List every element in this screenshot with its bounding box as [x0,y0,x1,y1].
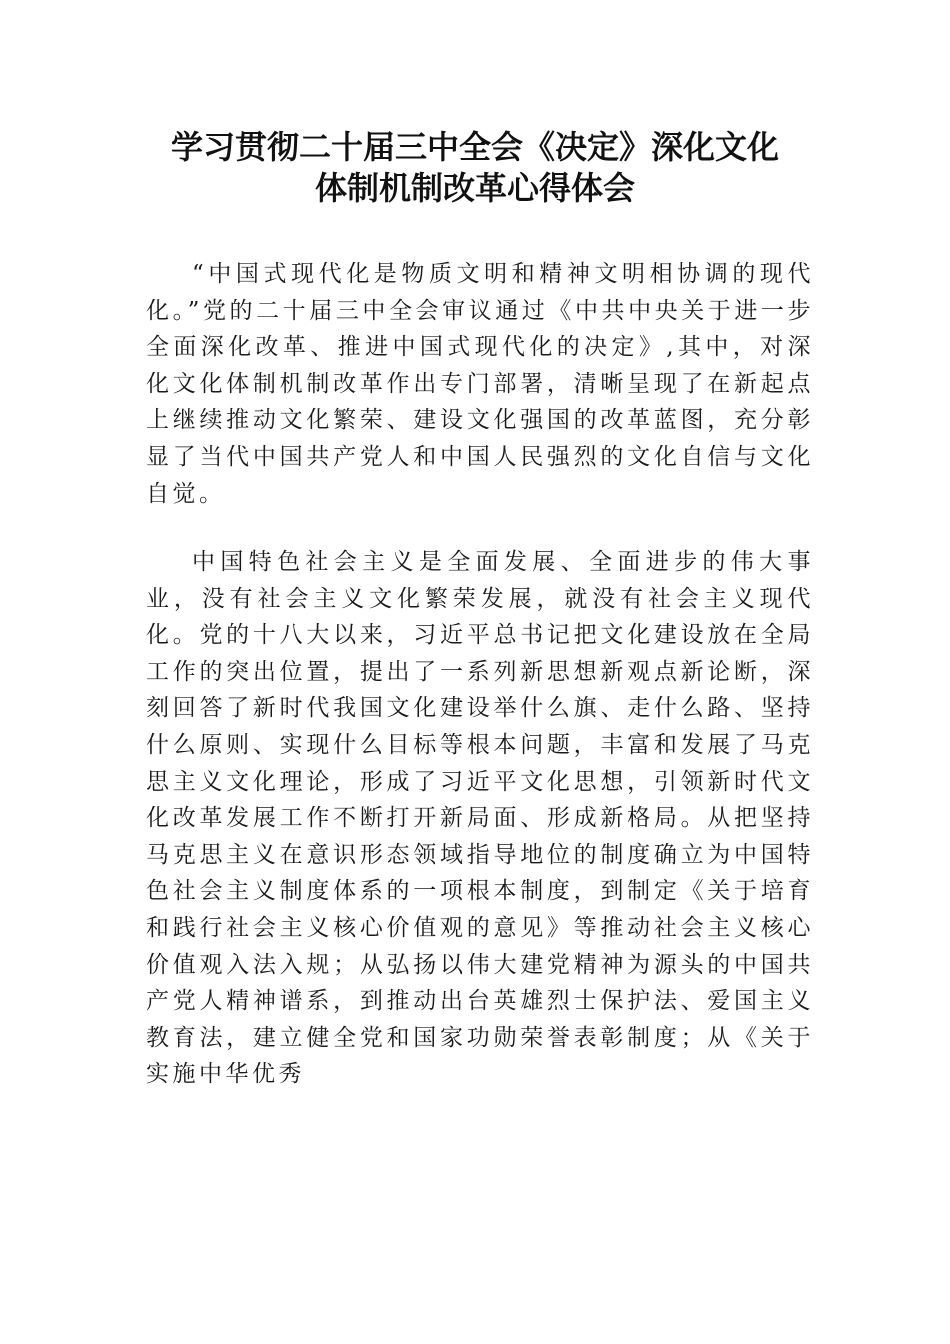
title-line-2: 体制机制改革心得体会 [314,169,635,207]
document-title [120,127,830,209]
body-paragraph-1: “中国式现代化是物质文明和精神文明相协调的现代化。”党的二十届三中全会审议通过《中共中央关于进一步全面深化改革、推进中国式现代化的决定》,其中，对深化文化体制机制改革作出专门部署，清晰呈现了在新起点上继续推动文化繁荣、建设文化强国的改革蓝图，充分彰显了当代中国共产党人和中国人民强烈的文化自信与文化自觉。 [146,261,814,507]
body-paragraph-2: 中国特色社会主义是全面发展、全面进步的伟大事业，没有社会主义文化繁荣发展，就没有社会主义现代化。党的十八大以来，习近平总书记把文化建设放在全局工作的突出位置，提出了一系列新思想新观点新论断，深刻回答了新时代我国文化建设举什么旗、走什么路、坚持什么原则、实现什么目标等根本问题，丰富和发展了马克思主义文化理论，形成了习近平文化思想，引领新时代文化改革发展工作不断打开新局面、形成新格局。从把坚持马克思主义在意识形态领域指导地位的制度确立为中国特色社会主义制度体系的一项根本制度，到制定《关于培育和践行社会主义核心价值观的意见》等推动社会主义核心价值观入法入规；从弘扬以伟大建党精神为源头的中国共产党人精神谱系，到推动出台英雄烈士保护法、爱国主义教育法，建立健全党和国家功勋荣誉表彰制度；从《关于实施中华优秀 [146,549,814,1088]
title-line-1: 学习贯彻二十届三中全会《决定》深化文化 [170,128,779,166]
